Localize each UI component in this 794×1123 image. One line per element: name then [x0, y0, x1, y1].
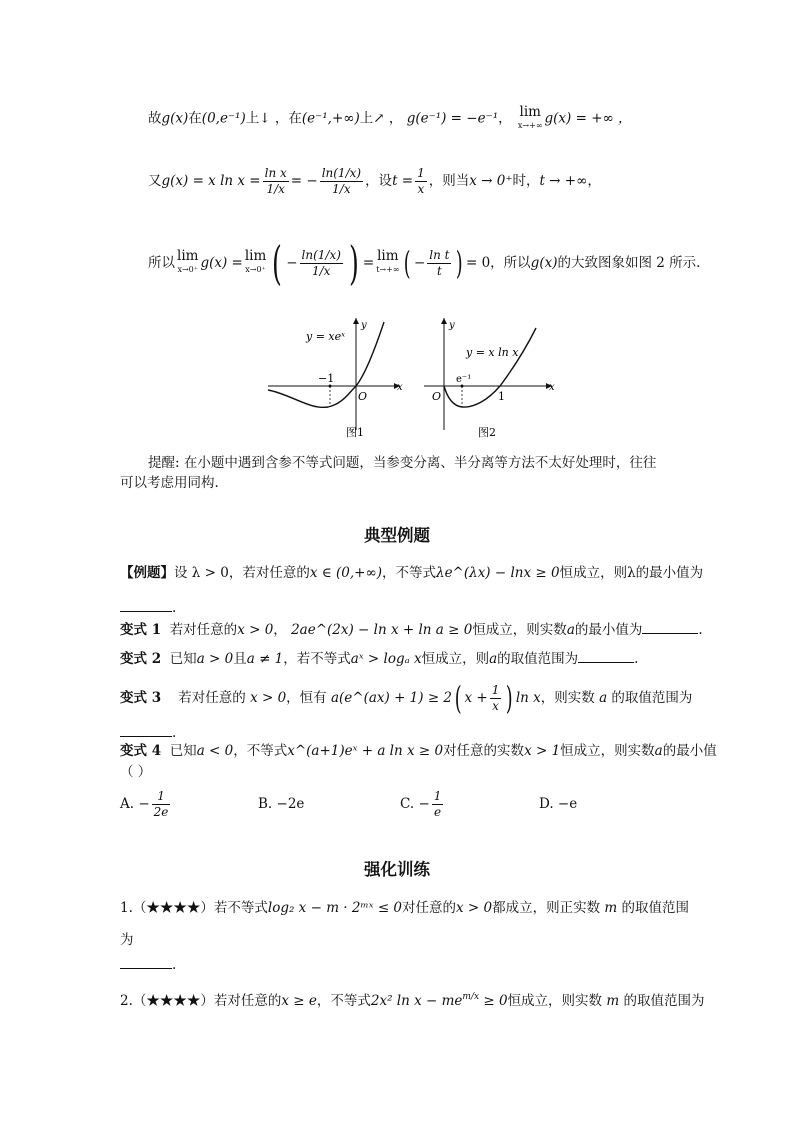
math: (0,e⁻¹) [201, 110, 246, 127]
curve-label: y = xeˣ [306, 330, 346, 343]
limit: lim x→0⁺ [244, 248, 267, 274]
curve-label: y = x ln x [466, 346, 519, 359]
variant-label: 变式 4 [120, 743, 162, 759]
figure-2 [424, 318, 555, 439]
variant-3: 变式 3 若对任意的 x > 0 ，恒有 a(e^(ax) + 1) ≥ 2 ( x + $\frac{1}{x}$ ) ln x ，则实数 a 的取值范围为 [120, 679, 693, 717]
origin-label: O [432, 390, 442, 403]
text: ，不等式 [382, 565, 437, 581]
variant-2: 变式 2 已知a > 0且a ≠ 1，若不等式aˣ > logₐ x恒成立，则a的取值范围为 . [120, 648, 638, 669]
fraction: $\frac{\ln(1/x)}{1/x}$ [301, 247, 341, 278]
caption-1: 图1 [346, 426, 364, 439]
tick-label: −1 [318, 372, 335, 385]
math: g(x) = x ln x = [161, 173, 261, 189]
problem-1-cont: 为 [120, 932, 134, 948]
option-b[interactable]: B. −2e [258, 796, 305, 812]
x-label: x [549, 382, 555, 393]
problem-1-answer-blank[interactable]: . [120, 954, 176, 975]
math: t → +∞ [539, 173, 588, 189]
limit: lim t→+∞ [376, 248, 400, 274]
variant-3-answer-blank[interactable]: . [120, 722, 176, 743]
tick-label-1: 1 [498, 390, 505, 403]
section-title-examples: 典型例题 [364, 526, 430, 545]
math: (e⁻¹,+∞) [301, 110, 360, 127]
section-title-training: 强化训练 [364, 860, 430, 879]
y-axis-arrow [353, 318, 359, 324]
figure-1 [268, 318, 403, 439]
text: ，则当 [428, 173, 470, 189]
caption-2: 图2 [478, 426, 496, 439]
text: 在 [188, 110, 202, 127]
text: 的大致图象如图 2 所示. [557, 255, 701, 271]
x-label: x [397, 382, 403, 393]
y-axis-arrow [441, 318, 447, 324]
math: g(x) = [200, 255, 243, 271]
fraction: $\frac{1}{2e}$ [153, 788, 169, 819]
curve-xlnx [444, 328, 536, 407]
solution-line-2 [148, 146, 601, 216]
fraction: $\frac{\text{ln t}}{t}$ [429, 247, 450, 278]
answer-blank[interactable] [642, 619, 698, 634]
answer-blank[interactable] [578, 648, 634, 663]
text: ，设 [365, 173, 393, 189]
text: 又 [148, 173, 162, 189]
solution-line-3: 所以 lim x→0⁺ g(x) = lim x→0⁺ ( − $\frac{\ln(1/x)}{1/x}$ ) = lim t→+∞ ( − $\frac{\text{ln t}}{t}$ ) = 0，所以 g(x) 的大致图象如图 2 所示. [148, 236, 701, 290]
limit: lim x→+∞ [517, 104, 543, 130]
option-c[interactable]: C. − $\frac{1}{e}$ [400, 788, 442, 819]
text: 恒成立，则λ的最小值为 [559, 565, 704, 581]
math: x ∈ (0,+∞) [309, 565, 383, 581]
example-line [120, 563, 703, 583]
fraction: $\frac{1}{e}$ [433, 788, 442, 819]
math: = [362, 255, 375, 271]
math: g(x) [161, 110, 189, 127]
text: 上↓ ，在 [245, 110, 302, 127]
y-label: y [361, 320, 367, 331]
text: 上↗ ， [359, 110, 403, 127]
fraction: $\frac{1}{x}$ [491, 682, 500, 713]
origin-label: O [358, 390, 368, 403]
example-label: 【例题】 [120, 565, 174, 581]
math: g(e⁻¹) = −e⁻¹ [406, 110, 499, 127]
fraction: $\frac{\ln(1/x)}{1/x}$ [321, 165, 362, 196]
variant-label: 变式 3 [120, 690, 162, 706]
variant-4: 变式 4 已知a < 0，不等式x^(a+1)eˣ + a ln x ≥ 0对任意的实数x > 1恒成立，则实数a的最小值 [120, 743, 717, 759]
text: ， [587, 173, 601, 189]
option-a[interactable]: A. − $\frac{1}{2e}$ [120, 788, 169, 819]
tick-label: e⁻¹ [456, 374, 472, 385]
tip-line-2: 可以考虑用同构. [120, 475, 219, 491]
option-d[interactable]: D. −e [539, 796, 578, 812]
problem-2: 2.（★★★★）若对任意的x ≥ e，不等式2x² $\ln x - me^{m/x} \ge 0$恒成立，则实数 m 的取值范围为 [120, 992, 705, 1009]
fraction: $\frac{\text{ln x}}{1/x}$ [264, 165, 287, 196]
limit: lim x→0⁺ [177, 248, 199, 274]
text: 故 [148, 110, 162, 127]
variant-1: 变式 1 若对任意的x > 0， 2ae^(2x) − ln x + ln a ≥ 0恒成立，则实数a的最小值为 . [120, 619, 703, 640]
text: 设 λ > 0，若对任意的 [174, 565, 310, 581]
variant-4-choice-paren: （ ） [120, 764, 152, 780]
math: g(x) [530, 255, 558, 271]
variant-label: 变式 2 [120, 651, 162, 667]
solution-line-1 [148, 106, 632, 132]
math: = − [290, 173, 318, 189]
text: ， [498, 110, 512, 127]
math: x → 0⁺ [469, 173, 513, 189]
fraction: $\frac{1}{x}$ [417, 165, 425, 196]
y-label: y [449, 320, 455, 331]
math: t = [392, 173, 414, 189]
text: 时， [512, 173, 540, 189]
math: λe^(λx) − lnx ≥ 0 [436, 565, 560, 581]
variant-label: 变式 1 [120, 622, 162, 638]
tip-line-1: 提醒: 在小题中遇到含参不等式问题，当参变分离、半分离等方法不太好处理时，往往 [148, 455, 657, 471]
math: g(x) = +∞ ， [544, 110, 632, 127]
example-answer-blank[interactable]: . [120, 597, 176, 618]
figures [260, 312, 560, 444]
text: 所以 [148, 255, 175, 271]
text: = 0，所以 [465, 255, 531, 271]
problem-1: 1.（★★★★）若不等式log₂ x − m · 2ᵐˣ ≤ 0对任意的x > 0都成立，则正实数 m 的取值范围 [120, 900, 690, 916]
